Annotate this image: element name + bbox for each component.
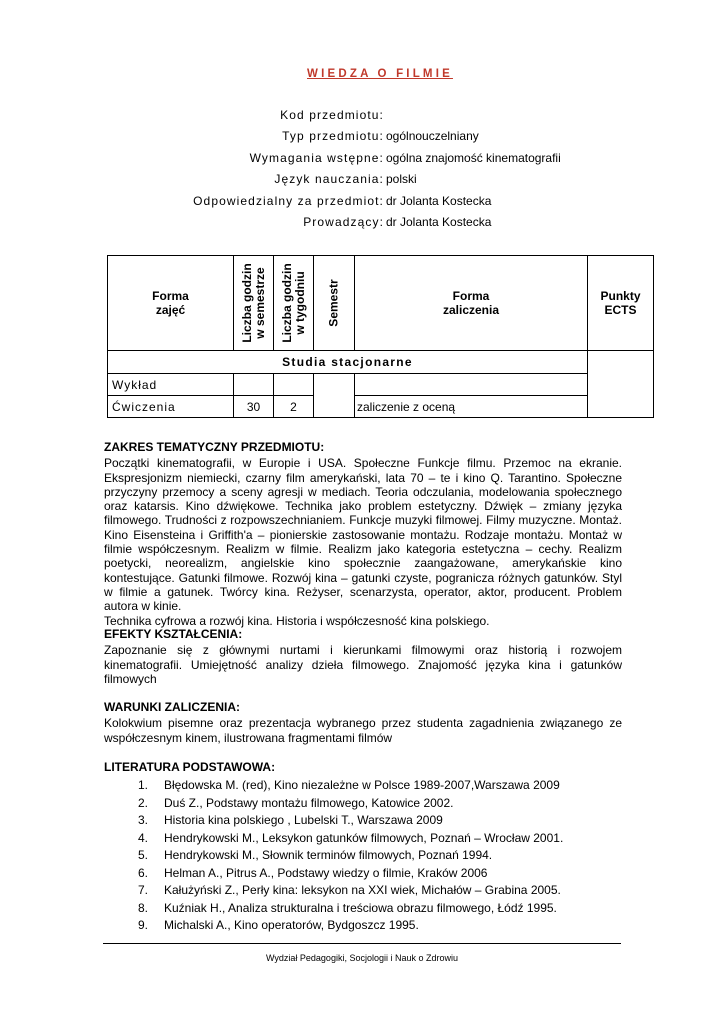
header-semestr <box>314 256 355 351</box>
page-footer: Wydział Pedagogiki, Socjologii i Nauk o Zdrowiu <box>265 953 458 963</box>
meta-value: dr Jolanta Kostecka <box>386 215 492 229</box>
meta-label: Język nauczania: <box>274 172 384 186</box>
header-forma-zajec <box>108 256 234 351</box>
literature-list <box>104 778 624 936</box>
list-item: 9. Michalski A., Kino operatorów, Bydgoszcz 1995. <box>138 918 419 932</box>
header-text: Punkty <box>600 289 641 303</box>
row-godz-tyg <box>274 374 314 396</box>
list-item: 4. Hendrykowski M., Leksykon gatunków filmowych, Poznań – Wrocław 2001. <box>138 830 564 845</box>
list-item-text: Duś Z., Podstawy montażu filmowego, Katowice 2002. <box>164 795 454 810</box>
list-item: 5. Hendrykowski M., Słownik terminów filmowych, Poznań 1994. <box>138 848 493 862</box>
header-text: Liczba godzin <box>279 263 294 343</box>
meta-value: ogólna znajomość kinematografii <box>386 151 561 165</box>
header-ects <box>588 256 654 351</box>
document-title <box>0 68 724 80</box>
meta-value: dr Jolanta Kostecka <box>386 194 492 208</box>
row-forma: Ćwiczenia <box>108 396 234 418</box>
header-text: zajęć <box>155 303 186 317</box>
section-literatura <box>104 760 622 776</box>
meta-row-prowadzacy <box>0 215 724 233</box>
list-item-text: Hendrykowski M., Słownik terminów filmowych, Poznań 1994. <box>164 848 493 862</box>
header-godziny-tydzien <box>274 256 314 351</box>
list-item: 2. Duś Z., Podstawy montażu filmowego, Katowice 2002. <box>138 795 454 810</box>
row-godz-sem: 30 <box>234 396 274 418</box>
header-text: Forma <box>152 289 189 303</box>
subheader-studia: Studia stacjonarne <box>108 351 588 374</box>
row-godz-sem <box>234 374 274 396</box>
header-godziny-semestr <box>234 256 274 351</box>
meta-row-typ <box>0 129 724 147</box>
header-text: ECTS <box>604 303 637 317</box>
meta-label: Typ przedmiotu: <box>282 129 384 143</box>
ects-cell <box>588 351 654 418</box>
list-item-text: Hendrykowski M., Leksykon gatunków filmowych, Poznań – Wrocław 2001. <box>164 830 564 845</box>
list-item-text: Michalski A., Kino operatorów, Bydgoszcz 1995. <box>164 918 419 932</box>
header-forma-zaliczenia <box>355 256 588 351</box>
list-item: 7. Kałużyński Z., Perły kina: leksykon na XXI wiek, Michałów – Grabina 2005. <box>138 883 561 897</box>
footer-divider <box>103 943 621 944</box>
section-warunki <box>104 700 622 745</box>
section-heading: WARUNKI ZALICZENIA: <box>104 700 240 714</box>
row-zaliczenie: zaliczenie z oceną <box>355 396 588 418</box>
section-text: Kolokwium pisemne oraz prezentacja wybranego przez studenta zagadnienia związanego ze współczesnym kinem, ilustrowana fragmentami filmów <box>104 716 622 745</box>
document-title-text: WIEDZA O FILMIE <box>307 68 453 80</box>
table-row <box>108 374 654 396</box>
row-zaliczenie <box>355 374 588 396</box>
list-item-text: Kuźniak H., Analiza strukturalna i treściowa obrazu filmowego, Łódź 1995. <box>164 900 557 915</box>
list-item-text: Helman A., Pitrus A., Podstawy wiedzy o filmie, Kraków 2006 <box>164 865 488 880</box>
table-row <box>108 396 654 418</box>
header-text: w semestrze <box>252 267 267 339</box>
meta-value: ogólnouczelniany <box>386 129 479 143</box>
section-text: Początki kinematografii, w Europie i USA. Społeczne Funkcje filmu. Przemoc na ekranie. Ekspresjonizm niemiecki, czarny film amerykański, lata 70 – te i kino Q. Tarantino. Społeczne przyczyny przemocy a sceny agresji w mediach. Teoria odczulania, modelowania społecznego oraz katarsis. Kino dźwiękowe. Technika jako problem estetyczny. Dźwięk – zmiany języka filmowego. Trudności z rozpowszechnianiem. Funkcje muzyki filmowej. Filmy muzyczne. Montaż. Kino Eisensteina i Griffith'a – pionierskie zastosowanie montażu. Rodzaje montażu. Montaż w filmie współczesnym. Realizm w filmie. Realizm jako kategoria estetyczna – cechy. Realizm poetycki, neorealizm, angielskie kino społecznie zaangażowane, amerykańskie kino kontestujące. Gatunki filmowe. Rozwój kina – gatunki czyste, pogranicza różnych gatunków. Styl w filmie a gatunek. Twórcy kina. Reżyser, scenarzysta, operator, aktor, producent. Problem autora w kinie. <box>104 456 622 614</box>
meta-label: Odpowiedzialny za przedmiot: <box>193 194 384 208</box>
meta-row-kod <box>0 108 724 126</box>
section-text: Zapoznanie się z głównymi nurtami i kierunkami filmowymi oraz historią i rozwojem kinematografii. Umiejętność analizy dzieła filmowego. Znajomość języka kina i gatunków filmowych <box>104 643 622 686</box>
meta-label: Kod przedmiotu: <box>280 108 384 122</box>
list-item: 6. Helman A., Pitrus A., Podstawy wiedzy o filmie, Kraków 2006 <box>138 865 488 880</box>
section-heading: LITERATURA PODSTAWOWA: <box>104 760 276 774</box>
list-item: 3. Historia kina polskiego , Lubelski T., Warszawa 2009 <box>138 813 443 827</box>
header-text: Semestr <box>326 279 341 327</box>
list-item-text: Kałużyński Z., Perły kina: leksykon na XXI wiek, Michałów – Grabina 2005. <box>164 883 561 897</box>
header-text: Liczba godzin <box>239 263 254 343</box>
list-item-text: Błędowska M. (red), Kino niezależne w Polsce 1989-2007,Warszawa 2009 <box>164 778 560 792</box>
meta-row-odpowiedzialny <box>0 194 724 212</box>
list-item: 8. Kuźniak H., Analiza strukturalna i treściowa obrazu filmowego, Łódź 1995. <box>138 900 557 915</box>
meta-label: Wymagania wstępne: <box>249 151 384 165</box>
section-zakres <box>104 440 622 628</box>
row-semestr <box>314 374 355 418</box>
course-table <box>107 255 654 418</box>
meta-row-wymagania <box>0 151 724 169</box>
header-text: w tygodniu <box>292 271 307 335</box>
section-heading: EFEKTY KSZTAŁCENIA: <box>104 627 243 641</box>
section-text: Technika cyfrowa a rozwój kina. Historia i współczesność kina polskiego. <box>104 613 490 628</box>
row-forma: Wykład <box>108 374 234 396</box>
list-item-text: Historia kina polskiego , Lubelski T., Warszawa 2009 <box>164 813 443 827</box>
meta-row-jezyk <box>0 172 724 190</box>
row-godz-tyg: 2 <box>274 396 314 418</box>
header-text: Forma <box>452 289 490 303</box>
section-efekty <box>104 627 622 686</box>
section-heading: ZAKRES TEMATYCZNY PRZEDMIOTU: <box>104 440 325 454</box>
meta-label: Prowadzący: <box>303 215 384 229</box>
meta-value: polski <box>386 172 417 186</box>
header-text: zaliczenia <box>442 303 500 317</box>
list-item: 1. Błędowska M. (red), Kino niezależne w Polsce 1989-2007,Warszawa 2009 <box>138 778 560 792</box>
